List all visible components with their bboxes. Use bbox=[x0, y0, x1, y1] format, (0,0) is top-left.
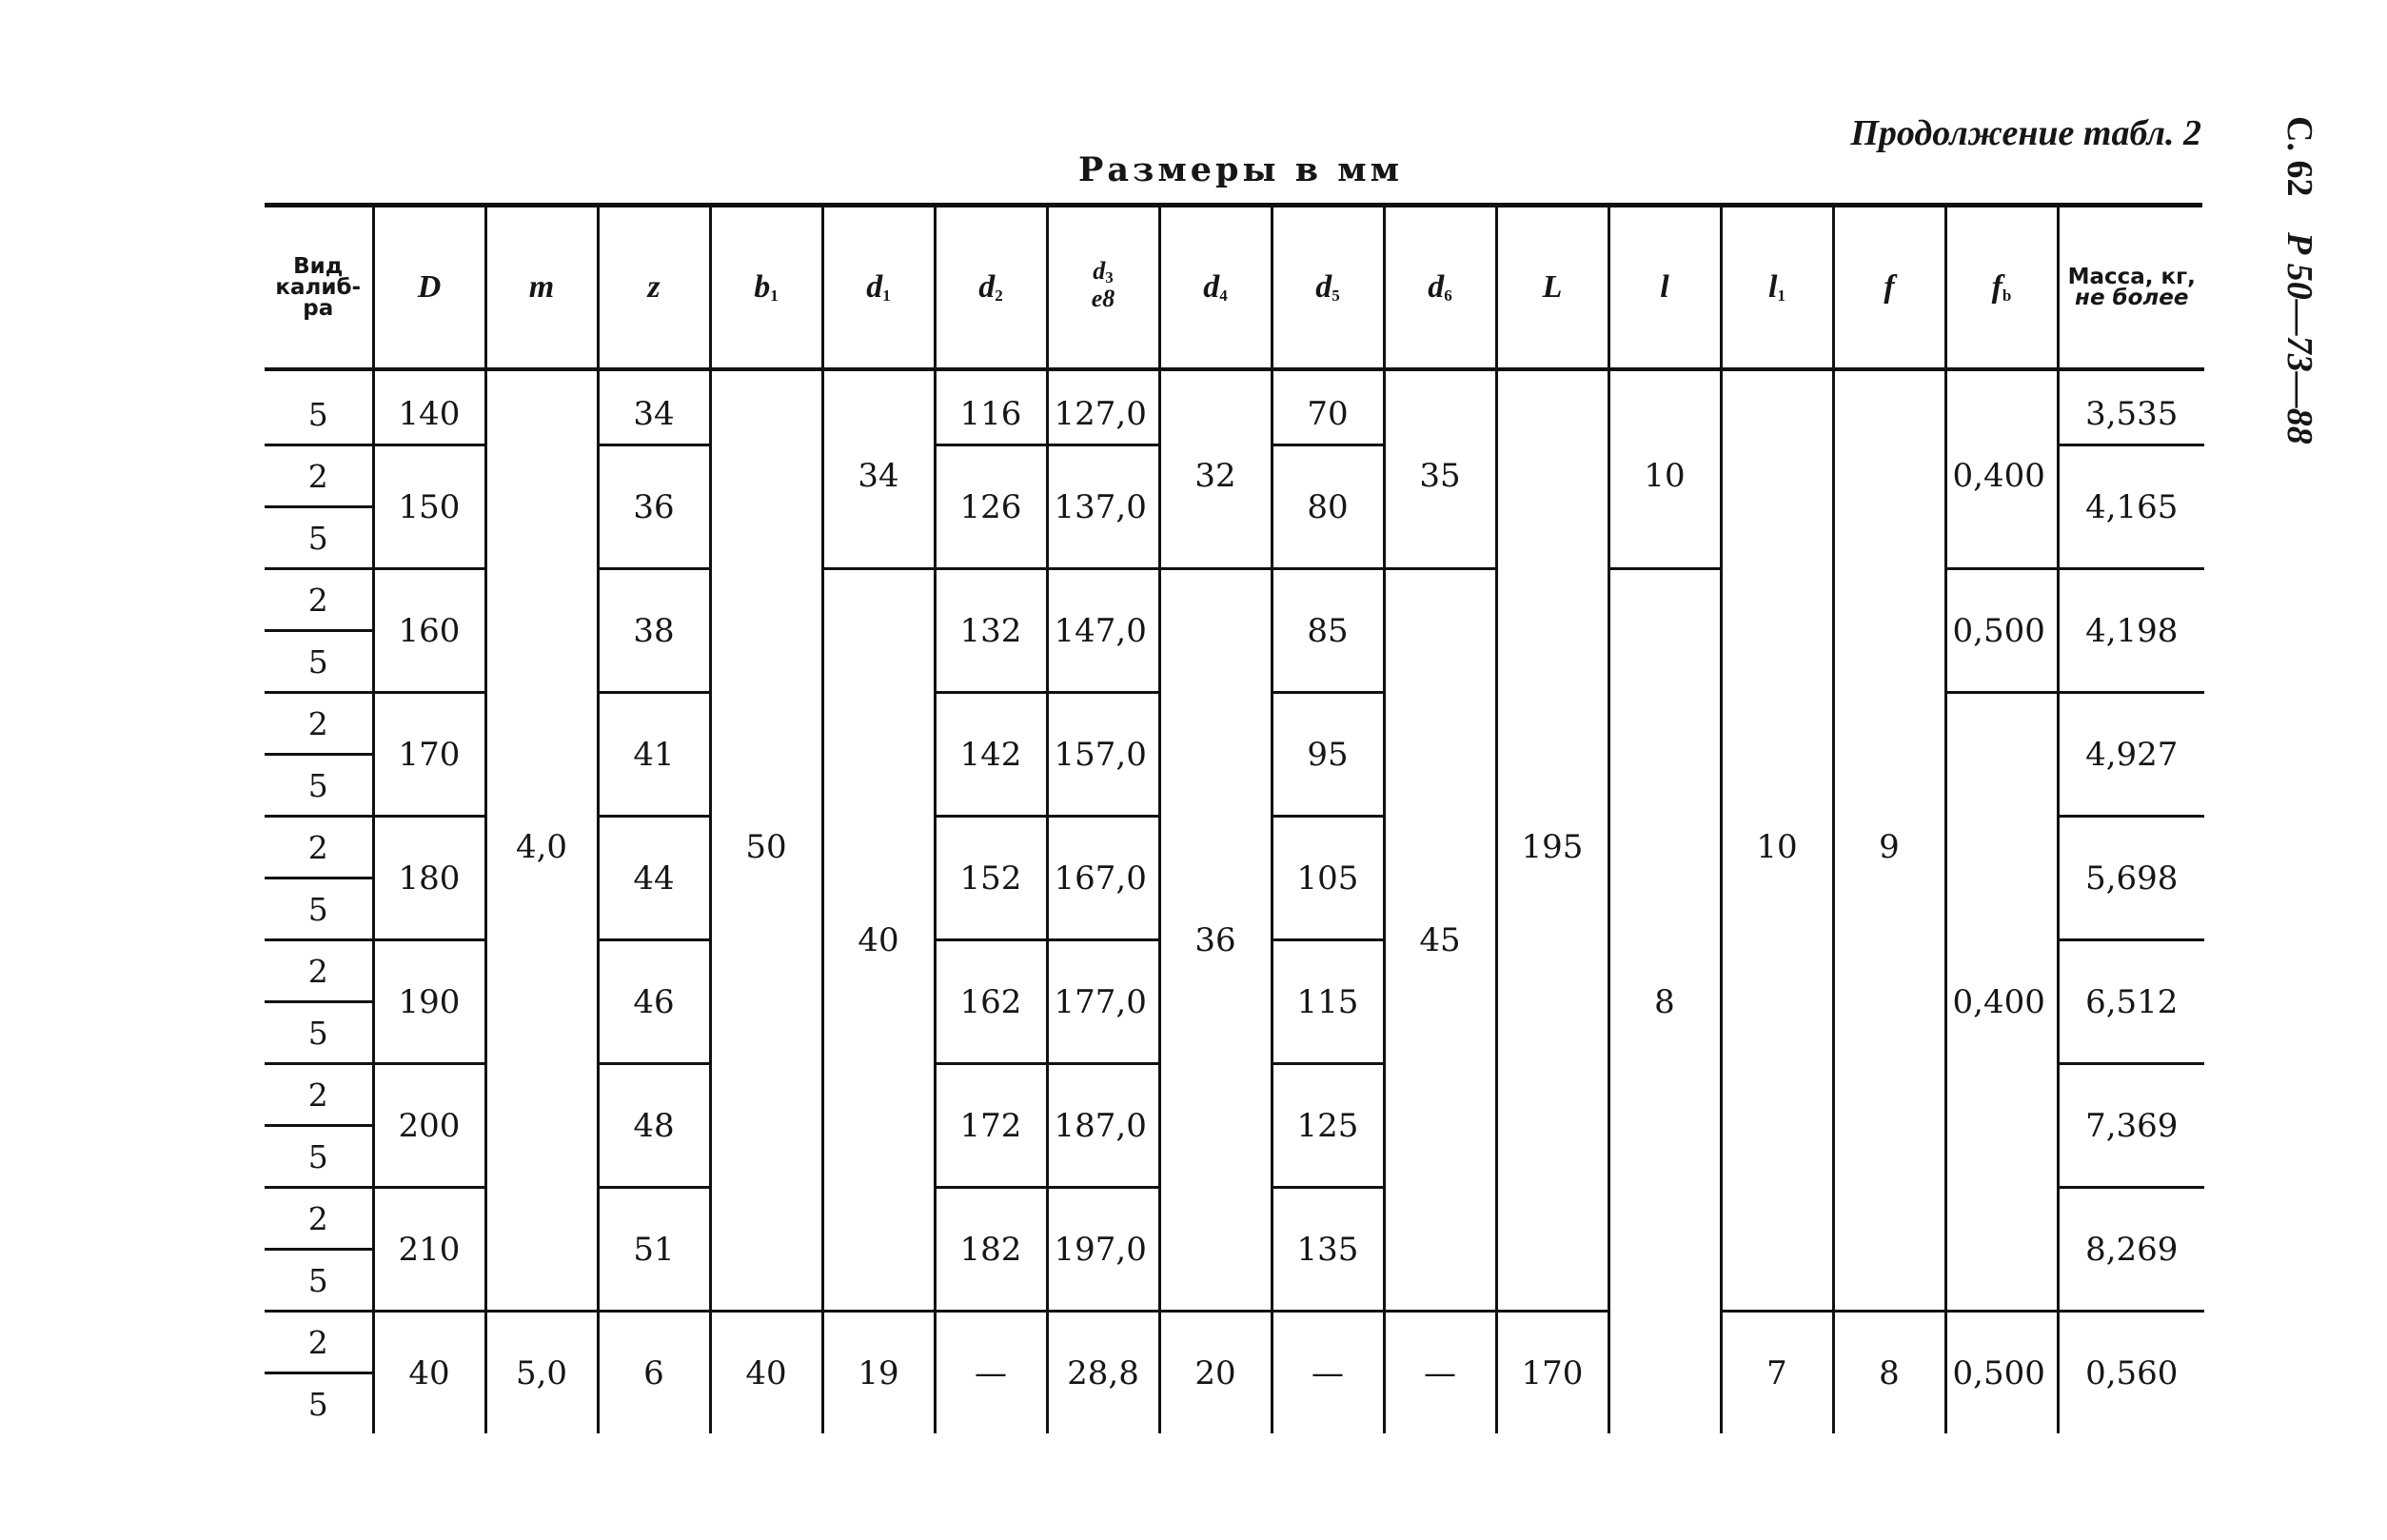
cell-l1: 10 bbox=[1721, 369, 1833, 1312]
cell-D: 190 bbox=[373, 940, 485, 1064]
dimensions-table bbox=[265, 207, 2204, 1433]
cell-d2: 172 bbox=[935, 1064, 1047, 1188]
cell-d6: 45 bbox=[1384, 569, 1496, 1312]
header-D: D bbox=[373, 207, 485, 369]
cell-vid: 2 bbox=[265, 1312, 373, 1373]
header-L: L bbox=[1496, 207, 1608, 369]
cell-f: 8 bbox=[1833, 1312, 1945, 1434]
cell-z: 34 bbox=[598, 369, 710, 445]
cell-z: 6 bbox=[598, 1312, 710, 1434]
header-f: f bbox=[1833, 207, 1945, 369]
cell-d2: — bbox=[935, 1312, 1047, 1434]
cell-fb: 0,500 bbox=[1945, 569, 2058, 693]
cell-vid: 5 bbox=[265, 369, 373, 445]
cell-L: 170 bbox=[1496, 1312, 1608, 1434]
cell-vid: 5 bbox=[265, 1250, 373, 1312]
cell-d5: 105 bbox=[1272, 817, 1384, 940]
header-vid: Вид калиб-ра bbox=[265, 207, 373, 369]
cell-z: 48 bbox=[598, 1064, 710, 1188]
cell-z: 41 bbox=[598, 693, 710, 817]
cell-d5: — bbox=[1272, 1312, 1384, 1434]
cell-d3: 187,0 bbox=[1047, 1064, 1159, 1188]
cell-mass: 0,560 bbox=[2058, 1312, 2204, 1434]
cell-vid: 5 bbox=[265, 631, 373, 693]
header-l1: $l_1$ bbox=[1721, 207, 1833, 369]
cell-f: 9 bbox=[1833, 369, 1945, 1312]
cell-d2: 142 bbox=[935, 693, 1047, 817]
cell-d3: 197,0 bbox=[1047, 1188, 1159, 1312]
cell-d3: 157,0 bbox=[1047, 693, 1159, 817]
header-fb: $f_b$ bbox=[1945, 207, 2058, 369]
header-b1: $b_1$ bbox=[710, 207, 822, 369]
cell-mass: 4,165 bbox=[2058, 445, 2204, 569]
cell-d4: 36 bbox=[1159, 569, 1272, 1312]
cell-vid: 5 bbox=[265, 1002, 373, 1064]
cell-d2: 126 bbox=[935, 445, 1047, 569]
cell-D: 150 bbox=[373, 445, 485, 569]
cell-vid: 2 bbox=[265, 569, 373, 631]
cell-vid: 5 bbox=[265, 507, 373, 569]
cell-b1: 50 bbox=[710, 369, 822, 1312]
table-row bbox=[265, 369, 2204, 445]
cell-d3: 147,0 bbox=[1047, 569, 1159, 693]
cell-D: 140 bbox=[373, 369, 485, 445]
cell-mass: 7,369 bbox=[2058, 1064, 2204, 1188]
cell-b1: 40 bbox=[710, 1312, 822, 1434]
table-row bbox=[265, 1312, 2204, 1373]
header-row bbox=[265, 207, 2204, 369]
cell-l: 8 bbox=[1608, 569, 1721, 1434]
cell-vid: 5 bbox=[265, 1126, 373, 1188]
cell-D: 200 bbox=[373, 1064, 485, 1188]
cell-mass: 6,512 bbox=[2058, 940, 2204, 1064]
cell-d5: 85 bbox=[1272, 569, 1384, 693]
cell-l1: 7 bbox=[1721, 1312, 1833, 1434]
cell-vid: 2 bbox=[265, 1188, 373, 1250]
cell-m: 4,0 bbox=[485, 369, 598, 1312]
continuation-label: Продолжение табл. 2 bbox=[1850, 113, 2201, 153]
header-d1: $d_1$ bbox=[822, 207, 935, 369]
cell-vid: 2 bbox=[265, 1064, 373, 1126]
units-caption: Размеры в мм bbox=[1078, 150, 1404, 189]
cell-d3: 137,0 bbox=[1047, 445, 1159, 569]
cell-d2: 152 bbox=[935, 817, 1047, 940]
cell-D: 40 bbox=[373, 1312, 485, 1434]
cell-mass: 5,698 bbox=[2058, 817, 2204, 940]
cell-d3: 28,8 bbox=[1047, 1312, 1159, 1434]
cell-z: 51 bbox=[598, 1188, 710, 1312]
cell-D: 180 bbox=[373, 817, 485, 940]
cell-D: 160 bbox=[373, 569, 485, 693]
cell-d3: 167,0 bbox=[1047, 817, 1159, 940]
cell-vid: 2 bbox=[265, 940, 373, 1002]
cell-d5: 135 bbox=[1272, 1188, 1384, 1312]
cell-mass: 4,198 bbox=[2058, 569, 2204, 693]
header-d2: $d_2$ bbox=[935, 207, 1047, 369]
cell-z: 46 bbox=[598, 940, 710, 1064]
cell-d6: 35 bbox=[1384, 369, 1496, 569]
header-d3: $d_3$ e8 bbox=[1047, 207, 1159, 369]
cell-D: 210 bbox=[373, 1188, 485, 1312]
page-header bbox=[2263, 116, 2320, 478]
cell-vid: 5 bbox=[265, 755, 373, 817]
page-number: С. 62 bbox=[2279, 116, 2319, 197]
cell-d2: 162 bbox=[935, 940, 1047, 1064]
cell-d5: 70 bbox=[1272, 369, 1384, 445]
cell-d5: 115 bbox=[1272, 940, 1384, 1064]
cell-d6: — bbox=[1384, 1312, 1496, 1434]
cell-L: 195 bbox=[1496, 369, 1608, 1312]
cell-fb: 0,400 bbox=[1945, 369, 2058, 569]
cell-mass: 4,927 bbox=[2058, 693, 2204, 817]
cell-d3: 177,0 bbox=[1047, 940, 1159, 1064]
header-l: l bbox=[1608, 207, 1721, 369]
header-d5: $d_5$ bbox=[1272, 207, 1384, 369]
cell-vid: 2 bbox=[265, 445, 373, 507]
document-code: Р 50—73—88 bbox=[2279, 231, 2319, 444]
cell-D: 170 bbox=[373, 693, 485, 817]
header-z: z bbox=[598, 207, 710, 369]
cell-z: 44 bbox=[598, 817, 710, 940]
cell-vid: 5 bbox=[265, 879, 373, 940]
cell-fb: 0,500 bbox=[1945, 1312, 2058, 1434]
cell-d1: 34 bbox=[822, 369, 935, 569]
cell-d2: 182 bbox=[935, 1188, 1047, 1312]
cell-d5: 125 bbox=[1272, 1064, 1384, 1188]
cell-vid: 5 bbox=[307, 1385, 328, 1423]
cell-d4: 32 bbox=[1159, 369, 1272, 569]
header-m: m bbox=[485, 207, 598, 369]
cell-vid: 2 bbox=[265, 817, 373, 879]
header-d4: $d_4$ bbox=[1159, 207, 1272, 369]
cell-d3: 127,0 bbox=[1047, 369, 1159, 445]
cell-d4: 20 bbox=[1159, 1312, 1272, 1434]
cell-d5: 95 bbox=[1272, 693, 1384, 817]
cell-d1: 40 bbox=[822, 569, 935, 1312]
cell-vid: 2 bbox=[265, 693, 373, 755]
header-mass: Масса, кг, не более bbox=[2058, 207, 2204, 369]
cell-d1: 19 bbox=[822, 1312, 935, 1434]
cell-l: 10 bbox=[1608, 369, 1721, 569]
header-d6: $d_6$ bbox=[1384, 207, 1496, 369]
cell-z: 36 bbox=[598, 445, 710, 569]
cell-d2: 132 bbox=[935, 569, 1047, 693]
cell-d2: 116 bbox=[935, 369, 1047, 445]
cell-z: 38 bbox=[598, 569, 710, 693]
cell-mass: 8,269 bbox=[2058, 1188, 2204, 1312]
cell-m: 5,0 bbox=[485, 1312, 598, 1434]
cell-fb: 0,400 bbox=[1945, 693, 2058, 1312]
cell-d5: 80 bbox=[1272, 445, 1384, 569]
cell-mass: 3,535 bbox=[2058, 369, 2204, 445]
